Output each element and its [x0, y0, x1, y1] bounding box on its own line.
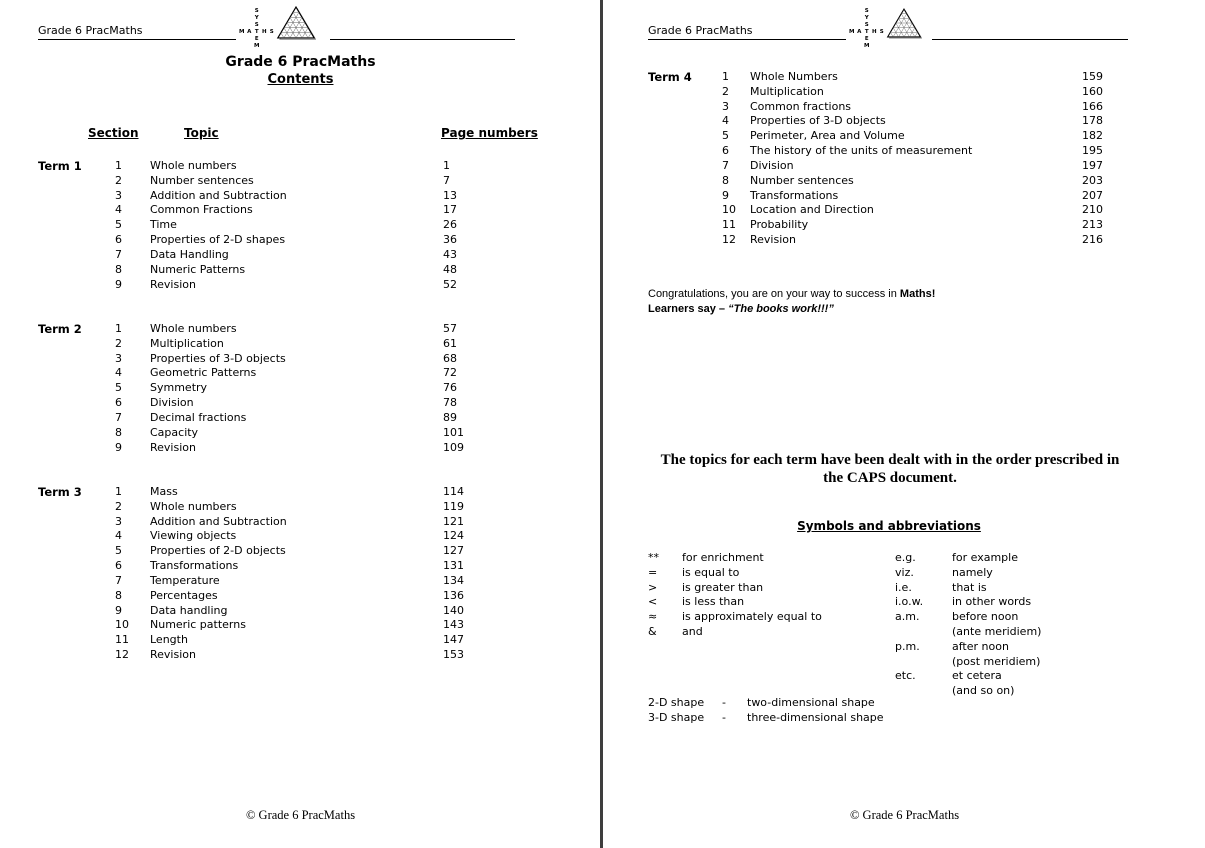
- page-number: 195: [1082, 144, 1103, 158]
- meaning: (and so on): [952, 684, 1015, 698]
- topic-name: Capacity: [150, 425, 199, 439]
- section-number: 1: [722, 70, 729, 83]
- topic-name: Revision: [150, 440, 196, 454]
- page-number: 127: [443, 544, 464, 558]
- page-number: 140: [443, 603, 464, 617]
- page-number: 89: [443, 410, 457, 424]
- page-number: 178: [1082, 114, 1103, 128]
- page-number: 76: [443, 381, 457, 395]
- topic-name: Decimal fractions: [150, 410, 247, 424]
- logo-letter: H: [261, 29, 267, 35]
- page-number: 17: [443, 203, 457, 217]
- page-number: 213: [1082, 218, 1103, 232]
- section-number: 3: [115, 514, 122, 528]
- logo-letter: Y: [254, 15, 259, 21]
- section-number: 9: [722, 188, 729, 202]
- section-number: 3: [722, 99, 729, 113]
- page-number: 57: [443, 322, 457, 335]
- topic-name: Multiplication: [750, 84, 824, 98]
- running-header-title: Grade 6 PracMaths: [648, 24, 753, 37]
- toc-row: [648, 144, 1205, 159]
- section-number: 7: [722, 158, 729, 172]
- meaning: and: [682, 624, 703, 638]
- page-number: 1: [443, 159, 450, 172]
- page-footer: © Grade 6 PracMaths: [849, 808, 960, 822]
- topic-name: Mass: [150, 485, 178, 498]
- section-number: 4: [115, 529, 122, 543]
- page-number: 61: [443, 336, 457, 350]
- section-number: 8: [115, 425, 122, 439]
- meaning: that is: [952, 580, 987, 594]
- symbol-or-abbrev: =: [648, 565, 658, 579]
- definition-row: [648, 595, 893, 610]
- section-number: 10: [115, 618, 129, 632]
- logo-letter: S: [269, 29, 274, 35]
- section-number: 12: [115, 648, 129, 662]
- toc-row: [648, 218, 1205, 233]
- page-number: 101: [443, 425, 464, 439]
- topic-name: Properties of 3-D objects: [150, 351, 286, 365]
- topic-name: Data Handling: [150, 247, 229, 261]
- definition-row: [648, 625, 893, 640]
- page-number: 210: [1082, 203, 1103, 217]
- shape-abbrev-row: [648, 696, 998, 711]
- page-number: 7: [443, 173, 450, 187]
- page-number: 52: [443, 277, 457, 291]
- definition-row: [895, 610, 1130, 625]
- maths-system-logo: [848, 8, 886, 50]
- meaning: before noon: [952, 610, 1019, 624]
- meaning: is less than: [682, 595, 745, 609]
- symbol-or-abbrev: p.m.: [895, 639, 920, 653]
- topic-name: Number sentences: [750, 173, 854, 187]
- toc-row: [648, 159, 1205, 174]
- definition-row: [895, 655, 1130, 670]
- contents-subtitle: Contents: [267, 72, 334, 87]
- section-number: 7: [115, 247, 122, 261]
- section-number: 2: [115, 336, 122, 350]
- symbol-or-abbrev: ≈: [648, 610, 658, 624]
- definition-row: [648, 566, 893, 581]
- shape-term: 2-D shape: [648, 696, 705, 709]
- section-number: 2: [115, 499, 122, 513]
- meaning: after noon: [952, 639, 1009, 653]
- logo-letter: M: [849, 29, 855, 35]
- section-number: 9: [115, 277, 122, 291]
- toc-row: [648, 85, 1205, 100]
- topic-name: Data handling: [150, 603, 228, 617]
- page-number: 124: [443, 529, 464, 543]
- congrats-line-2: Learners say – “The books work!!!”: [648, 302, 834, 315]
- page-number: 159: [1082, 70, 1103, 83]
- meaning: (post meridiem): [952, 654, 1041, 668]
- symbol-or-abbrev: viz.: [895, 565, 914, 579]
- logo-letter: S: [864, 8, 869, 14]
- symbol-or-abbrev: etc.: [895, 669, 916, 683]
- logo-letter: T: [864, 29, 869, 35]
- definition-row: [895, 640, 1130, 655]
- definition-row: [895, 581, 1130, 596]
- section-number: 8: [115, 588, 122, 602]
- term-label: Term 3: [38, 485, 82, 499]
- toc-row: [648, 189, 1205, 204]
- page-number: 119: [443, 499, 464, 513]
- section-number: 1: [115, 322, 122, 335]
- symbol-or-abbrev: a.m.: [895, 610, 920, 624]
- toc-row: [648, 114, 1205, 129]
- topic-name: Addition and Subtraction: [150, 188, 287, 202]
- col-header-topic: Topic: [184, 126, 219, 140]
- logo-letter: S: [254, 8, 259, 14]
- meaning: (ante meridiem): [952, 624, 1042, 638]
- page-number: 114: [443, 485, 464, 498]
- toc-row: [648, 70, 1205, 85]
- definition-row: [895, 625, 1130, 640]
- logo-letter: M: [254, 43, 260, 49]
- page-number: 36: [443, 233, 457, 247]
- section-number: 9: [115, 440, 122, 454]
- topic-name: Revision: [150, 648, 196, 662]
- topic-name: Revision: [150, 277, 196, 291]
- toc-row: [648, 174, 1205, 189]
- topic-name: Whole numbers: [150, 159, 237, 172]
- symbol-or-abbrev: i.o.w.: [895, 595, 924, 609]
- topic-name: Common Fractions: [150, 203, 253, 217]
- toc-row: [648, 129, 1205, 144]
- definition-row: [895, 551, 1130, 566]
- page-number: 43: [443, 247, 457, 261]
- logo-letter: S: [879, 29, 884, 35]
- topic-name: Numeric patterns: [150, 618, 246, 632]
- shape-abbreviations: [648, 696, 998, 726]
- dash: -: [722, 710, 726, 724]
- shape-abbrev-row: [648, 711, 998, 726]
- section-number: 12: [722, 233, 736, 247]
- logo-letter: A: [247, 29, 252, 35]
- page-number: 203: [1082, 173, 1103, 187]
- toc-row: [648, 100, 1205, 115]
- section-number: 7: [115, 573, 122, 587]
- page-number: 48: [443, 262, 457, 276]
- running-header-title: Grade 6 PracMaths: [38, 24, 143, 37]
- shape-definition: three-dimensional shape: [747, 710, 884, 724]
- page-number: 78: [443, 396, 457, 410]
- topic-name: Location and Direction: [750, 203, 874, 217]
- term-label: Term 1: [38, 159, 82, 173]
- meaning: is approximately equal to: [682, 610, 822, 624]
- topic-name: Whole numbers: [150, 322, 237, 335]
- meaning: et cetera: [952, 669, 1002, 683]
- topic-name: Perimeter, Area and Volume: [750, 129, 905, 143]
- page-number: 153: [443, 648, 464, 662]
- logo-letter: M: [239, 29, 245, 35]
- definition-row: [648, 610, 893, 625]
- symbol-or-abbrev: >: [648, 580, 658, 594]
- logo-letter: Y: [864, 15, 869, 21]
- meaning: in other words: [952, 595, 1032, 609]
- logo-letter: T: [254, 29, 259, 35]
- symbol-or-abbrev: **: [648, 551, 659, 564]
- section-number: 2: [722, 84, 729, 98]
- meaning: is equal to: [682, 565, 740, 579]
- section-number: 6: [115, 396, 122, 410]
- topic-name: Multiplication: [150, 336, 224, 350]
- topic-name: Transformations: [150, 559, 239, 573]
- section-number: 3: [115, 351, 122, 365]
- congrats-line-1: Congratulations, you are on your way to success in Maths!: [648, 288, 936, 300]
- topic-name: Addition and Subtraction: [150, 514, 287, 528]
- col-header-section: Section: [88, 126, 139, 140]
- logo-letter: H: [871, 29, 877, 35]
- section-number: 3: [115, 188, 122, 202]
- page-number: 136: [443, 588, 464, 602]
- topic-name: Properties of 2-D objects: [150, 544, 286, 558]
- section-number: 1: [115, 485, 122, 498]
- logo-letter: A: [857, 29, 862, 35]
- section-number: 1: [115, 159, 122, 172]
- shape-definition: two-dimensional shape: [747, 696, 875, 709]
- page-number: 109: [443, 440, 464, 454]
- page-number: 134: [443, 573, 464, 587]
- meaning: is greater than: [682, 580, 764, 594]
- toc-row: [648, 203, 1205, 218]
- logo-letter: M: [864, 43, 870, 49]
- logo-letter: E: [864, 36, 869, 42]
- topic-name: Common fractions: [750, 99, 852, 113]
- section-number: 4: [115, 203, 122, 217]
- symbol-or-abbrev: i.e.: [895, 580, 912, 594]
- page-number: 197: [1082, 158, 1103, 172]
- topic-name: Geometric Patterns: [150, 366, 257, 380]
- section-number: 4: [115, 366, 122, 380]
- section-number: 11: [115, 633, 129, 647]
- symbols-list: [648, 551, 893, 640]
- page-footer: © Grade 6 PracMaths: [245, 808, 356, 822]
- section-number: 11: [722, 218, 736, 232]
- meaning: for example: [952, 551, 1018, 564]
- section-number: 4: [722, 114, 729, 128]
- term-4-block: [648, 70, 1205, 248]
- logo-letter: E: [254, 36, 259, 42]
- abbreviations-list: [895, 551, 1130, 699]
- topic-name: Viewing objects: [150, 529, 237, 543]
- topic-name: Temperature: [150, 573, 220, 587]
- topic-name: Percentages: [150, 588, 218, 602]
- topic-name: Division: [750, 158, 794, 172]
- topic-name: Numeric Patterns: [150, 262, 246, 276]
- page-number: 166: [1082, 99, 1103, 113]
- page-number: 121: [443, 514, 464, 528]
- page-number: 207: [1082, 188, 1103, 202]
- section-number: 5: [722, 129, 729, 143]
- congrats-text: [648, 287, 935, 316]
- topic-name: Time: [150, 218, 177, 232]
- term-label: Term 4: [648, 70, 692, 84]
- dash: -: [722, 696, 726, 709]
- section-number: 8: [722, 173, 729, 187]
- topic-name: Properties of 3-D objects: [750, 114, 886, 128]
- page-number: 131: [443, 559, 464, 573]
- page-number: 68: [443, 351, 457, 365]
- definition-row: [895, 566, 1130, 581]
- logo-letter: S: [864, 22, 869, 28]
- topic-name: Revision: [750, 233, 796, 247]
- header-rule: [648, 39, 846, 40]
- topic-name: Transformations: [750, 188, 839, 202]
- topic-name: Symmetry: [150, 381, 208, 395]
- section-number: 5: [115, 218, 122, 232]
- meaning: namely: [952, 565, 993, 579]
- meaning: for enrichment: [682, 551, 764, 564]
- page-number: 160: [1082, 84, 1103, 98]
- section-number: 10: [722, 203, 736, 217]
- definition-row: [895, 669, 1130, 684]
- topic-name: Number sentences: [150, 173, 254, 187]
- page-number: 147: [443, 633, 464, 647]
- header-rule: [932, 39, 1128, 40]
- term-label: Term 2: [38, 322, 82, 336]
- symbol-or-abbrev: e.g.: [895, 551, 916, 564]
- page-number: 216: [1082, 233, 1103, 247]
- section-number: 5: [115, 381, 122, 395]
- page-number: 26: [443, 218, 457, 232]
- page-number: 143: [443, 618, 464, 632]
- section-number: 9: [115, 603, 122, 617]
- section-number: 6: [722, 144, 729, 158]
- section-number: 8: [115, 262, 122, 276]
- section-number: 6: [115, 559, 122, 573]
- topic-name: Probability: [750, 218, 809, 232]
- toc-row: [648, 233, 1205, 248]
- page-number: 13: [443, 188, 457, 202]
- topic-name: The history of the units of measurement: [750, 144, 973, 158]
- topic-name: Whole Numbers: [750, 70, 838, 83]
- contents-title: Grade 6 PracMaths: [225, 54, 376, 70]
- topic-name: Division: [150, 396, 194, 410]
- logo-letter: S: [254, 22, 259, 28]
- topic-name: Length: [150, 633, 188, 647]
- symbol-or-abbrev: <: [648, 595, 658, 609]
- definition-row: [648, 551, 893, 566]
- page-number: 72: [443, 366, 457, 380]
- section-number: 2: [115, 173, 122, 187]
- col-header-pages: Page numbers: [441, 126, 538, 140]
- shape-term: 3-D shape: [648, 710, 705, 724]
- page-number: 182: [1082, 129, 1103, 143]
- section-number: 7: [115, 410, 122, 424]
- definition-row: [895, 595, 1130, 610]
- symbols-heading: Symbols and abbreviations: [797, 519, 981, 533]
- section-number: 5: [115, 544, 122, 558]
- caps-note: The topics for each term have been dealt with in the order prescribed in the CAPS document.: [660, 452, 1120, 486]
- symbol-or-abbrev: &: [648, 624, 657, 638]
- section-number: 6: [115, 233, 122, 247]
- topic-name: Whole numbers: [150, 499, 237, 513]
- topic-name: Properties of 2-D shapes: [150, 233, 286, 247]
- definition-row: [648, 581, 893, 596]
- pyramid-logo-icon: [886, 7, 922, 39]
